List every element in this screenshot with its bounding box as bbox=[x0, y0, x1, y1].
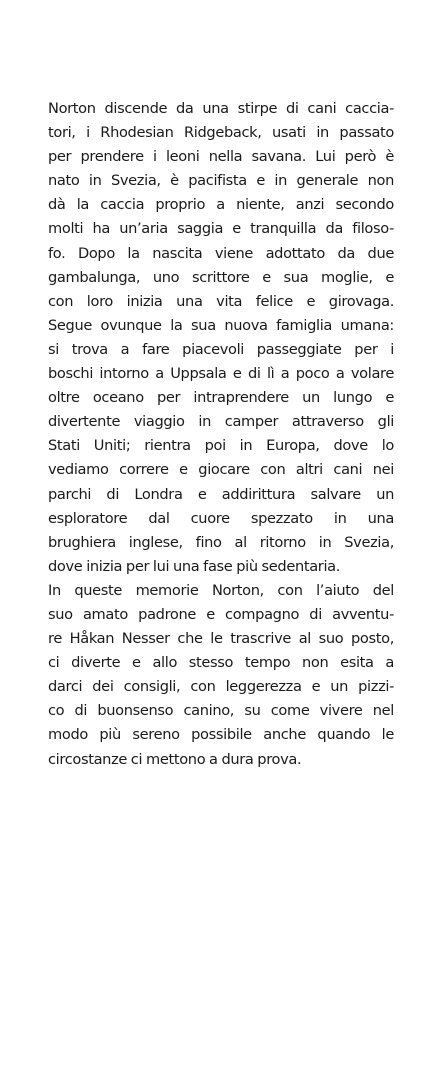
text-line: dove inizia per lui una fase più sedentaria. bbox=[48, 557, 341, 575]
text-line: oltre oceano per intraprendere un lungo e bbox=[48, 389, 394, 407]
text-line: vediamo correre e giocare con altri cani nei bbox=[48, 461, 394, 479]
text-line: tori, i Rhodesian Ridgeback, usati in passato bbox=[48, 124, 394, 142]
text-line: fo. Dopo la nascita viene adottato da due bbox=[48, 244, 394, 262]
text-line: divertente viaggio in camper attraverso gli bbox=[48, 413, 394, 431]
text-line: darci dei consigli, con leggerezza e un pizzi- bbox=[48, 678, 394, 696]
text-line: boschi intorno a Uppsala e di lì a poco a volare bbox=[48, 365, 394, 383]
text-line: con loro inizia una vita felice e girovaga. bbox=[48, 292, 394, 310]
text-line: Stati Uniti; rientra poi in Europa, dove lo bbox=[48, 437, 394, 455]
text-line: per prendere i leoni nella savana. Lui però è bbox=[48, 148, 394, 166]
text-line: re Håkan Nesser che le trascrive al suo posto, bbox=[48, 630, 394, 648]
text-line: parchi di Londra e addirittura salvare un bbox=[48, 485, 394, 503]
text-line: molti ha un’aria saggia e tranquilla da filoso- bbox=[48, 220, 394, 238]
text-line: esploratore dal cuore spezzato in una bbox=[48, 509, 394, 527]
text-line: nato in Svezia, è pacifista e in generale non bbox=[48, 172, 394, 190]
text-line: modo più sereno possibile anche quando le bbox=[48, 726, 394, 744]
text-line: Norton discende da una stirpe di cani caccia- bbox=[48, 100, 394, 117]
text-line: Segue ovunque la sua nuova famiglia umana: bbox=[48, 316, 394, 334]
text-line: dà la caccia proprio a niente, anzi secondo bbox=[48, 196, 394, 214]
text-line: ci diverte e allo stesso tempo non esita a bbox=[48, 654, 394, 672]
text-line: si trova a fare piacevoli passeggiate per i bbox=[48, 340, 394, 358]
text-line: circostanze ci mettono a dura prova. bbox=[48, 750, 302, 768]
text-line: In queste memorie Norton, con l’aiuto del bbox=[48, 581, 394, 599]
description-text bbox=[48, 97, 394, 772]
text-line: suo amato padrone e compagno di avventu- bbox=[48, 605, 394, 623]
text-line: co di buonsenso canino, su come vivere nel bbox=[48, 702, 394, 720]
text-line: gambalunga, uno scrittore e sua moglie, e bbox=[48, 268, 394, 286]
text-line: brughiera inglese, fino al ritorno in Svezia, bbox=[48, 533, 394, 551]
